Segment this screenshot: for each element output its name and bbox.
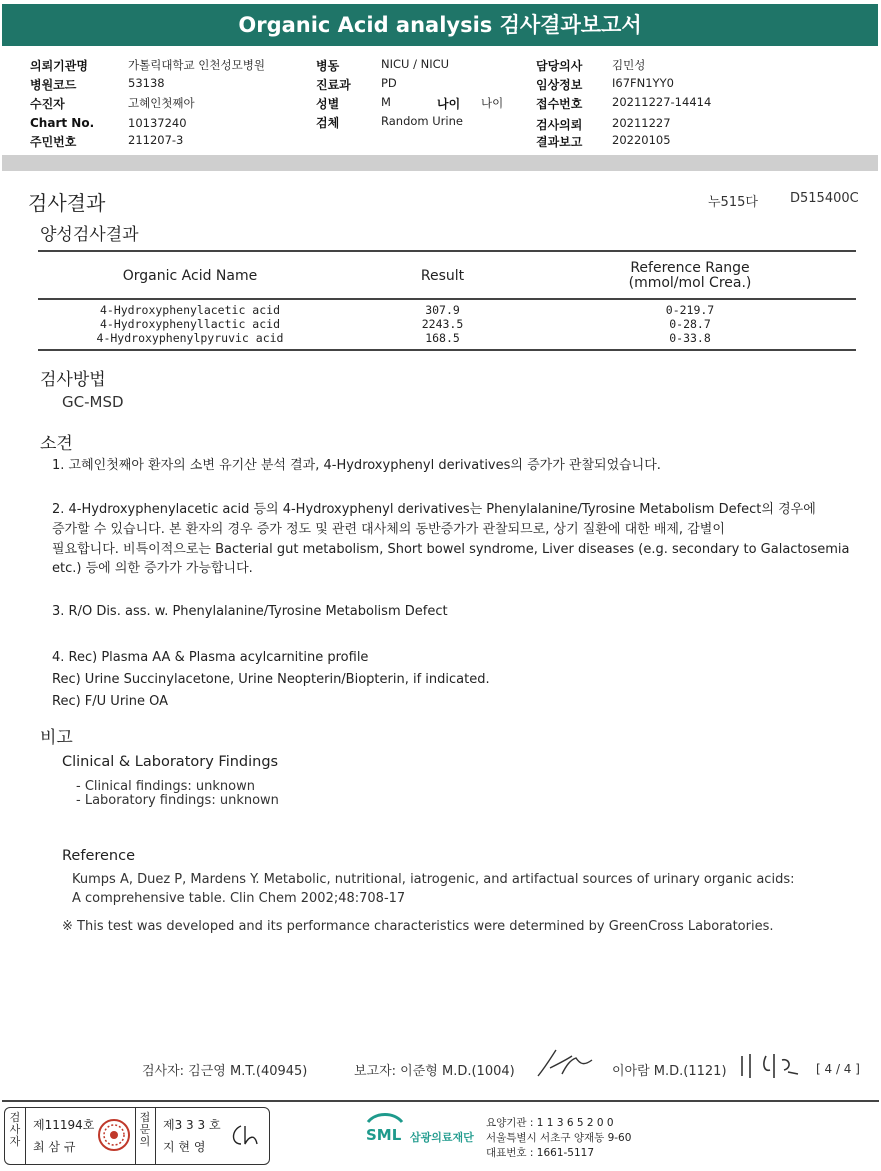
- value-hospital-code: 53138: [128, 76, 165, 90]
- footer-rule: [2, 1100, 879, 1102]
- value-sex: M: [381, 95, 391, 109]
- logo-text: SML: [366, 1126, 402, 1144]
- stamp-box: [4, 1107, 270, 1165]
- findings-heading: 소견: [40, 434, 73, 454]
- clinical-heading: Clinical & Laboratory Findings: [62, 754, 279, 770]
- finding-3: 3. R/O Dis. ass. w. Phenylalanine/Tyrosine Metabolism Defect: [52, 604, 448, 619]
- reference-heading: Reference: [62, 848, 136, 864]
- patient-info: [2, 50, 878, 154]
- stamp-divider: [25, 1108, 26, 1164]
- label-chart-no: Chart No.: [30, 116, 95, 130]
- stamp-name-1: 최 삼 규: [33, 1140, 76, 1154]
- finding-4: 4. Rec) Plasma AA & Plasma acylcarnitine profile: [52, 650, 369, 665]
- row-result: 2243.5: [421, 317, 464, 331]
- org-institution-code: 요양기관 : 1 1 3 6 5 2 0 0: [486, 1117, 614, 1129]
- col-header-name: Organic Acid Name: [122, 268, 258, 284]
- positive-result-heading: 양성검사결과: [40, 225, 139, 245]
- finding-5: Rec) Urine Succinylacetone, Urine Neopterin/Biopterin, if indicated.: [52, 672, 490, 687]
- header-separator: [2, 155, 878, 171]
- label-requesting-org: 의뢰기관명: [30, 59, 88, 73]
- value-department: PD: [381, 76, 397, 90]
- label-specimen: 검체: [316, 116, 340, 130]
- value-age: 나이: [481, 96, 504, 110]
- col-header-reference-line1: Reference Range: [630, 260, 750, 276]
- col-header-result: Result: [420, 268, 465, 284]
- row-name: 4-Hydroxyphenylacetic acid: [99, 303, 280, 317]
- stamp-name-2: 지 현 영: [163, 1140, 206, 1154]
- row-name: 4-Hydroxyphenyllactic acid: [99, 317, 280, 331]
- finding-2-line3: 필요합니다. 비특이적으로는 Bacterial gut metabolism, Short bowel syndrome, Liver diseases (e.g. secondary to Galactosemia: [52, 542, 850, 557]
- row-result: 307.9: [425, 303, 460, 317]
- second-reporter: 이아람 M.D.(1121): [612, 1064, 727, 1079]
- table-top-rule: [38, 250, 856, 252]
- stamp-license-2: 제3 3 3 호: [163, 1118, 221, 1132]
- value-patient: 고혜인첫째아: [128, 96, 195, 110]
- label-receipt-no: 접수번호: [536, 97, 583, 111]
- label-patient: 수진자: [30, 97, 65, 111]
- laboratory-line: - Laboratory findings: unknown: [76, 793, 279, 808]
- label-ward: 병동: [316, 59, 340, 73]
- label-department: 진료과: [316, 78, 351, 92]
- col-header-reference-line2: (mmol/mol Crea.): [628, 275, 752, 291]
- label-request-date: 검사의뢰: [536, 118, 583, 132]
- reference-line-2: A comprehensive table. Clin Chem 2002;48:708-17: [72, 891, 406, 906]
- lab-note: ※ This test was developed and its performance characteristics were determined by GreenCross Laboratories.: [62, 919, 774, 934]
- finding-2-line1: 2. 4-Hydroxyphenylacetic acid 등의 4-Hydroxyphenyl derivatives는 Phenylalanine/Tyrosine Metabolism Defect의 경우에: [52, 502, 816, 517]
- stamp-divider: [155, 1108, 156, 1164]
- table-bottom-rule: [38, 349, 856, 351]
- result-heading: 검사결과: [28, 191, 106, 215]
- report-title: Organic Acid analysis 검사결과보고서: [2, 4, 878, 46]
- table-header-rule: [38, 298, 856, 300]
- label-sex: 성별: [316, 97, 340, 111]
- page-number: [ 4 / 4 ]: [816, 1062, 860, 1076]
- clinical-line: - Clinical findings: unknown: [76, 779, 255, 794]
- org-phone: 대표번호 : 1661-5117: [486, 1147, 595, 1159]
- value-chart-no: 10137240: [128, 116, 187, 130]
- stamp-label-examiner: 검 사 자: [9, 1111, 21, 1148]
- code-insurance: 누515다: [708, 195, 758, 210]
- reporter-signature: [532, 1046, 598, 1082]
- value-specimen: Random Urine: [381, 114, 463, 128]
- stamp-signature: [227, 1122, 263, 1150]
- second-signature: [738, 1050, 804, 1082]
- label-report-date: 결과보고: [536, 135, 583, 149]
- reporter: 보고자: 이준형 M.D.(1004): [354, 1064, 515, 1079]
- label-hospital-code: 병원코드: [30, 78, 77, 92]
- value-resident-no: 211207-3: [128, 133, 184, 147]
- row-reference: 0-28.7: [669, 317, 711, 331]
- stamp-divider: [135, 1108, 136, 1164]
- method-heading: 검사방법: [40, 370, 106, 390]
- value-ward: NICU / NICU: [381, 57, 450, 71]
- examiner: 검사자: 김근영 M.T.(40945): [142, 1064, 308, 1079]
- row-name: 4-Hydroxyphenylpyruvic acid: [96, 331, 284, 345]
- stamp-license-1: 제11194호: [33, 1118, 95, 1132]
- finding-2-line4: etc.) 등에 의한 증가가 가능합니다.: [52, 561, 253, 576]
- finding-2-line2: 증가할 수 있습니다. 본 환자의 경우 증가 정도 및 관련 대사체의 동반증가가 관찰되므로, 상기 질환에 대한 배제, 감별이: [52, 522, 725, 537]
- label-resident-no: 주민번호: [30, 135, 77, 149]
- value-clinical-info: I67FN1YY0: [612, 76, 674, 90]
- value-request-date: 20211227: [612, 116, 671, 130]
- finding-1: 1. 고혜인첫째아 환자의 소변 유기산 분석 결과, 4-Hydroxyphenyl derivatives의 증가가 관찰되었습니다.: [52, 458, 661, 473]
- col-header-reference: [590, 261, 790, 291]
- row-reference: 0-33.8: [669, 331, 711, 345]
- value-requesting-org: 가톨릭대학교 인천성모병원: [128, 58, 265, 72]
- reference-line-1: Kumps A, Duez P, Mardens Y. Metabolic, nutritional, iatrogenic, and artifactual sources of urinary organic acids:: [72, 872, 795, 887]
- value-receipt-no: 20211227-14414: [612, 95, 712, 109]
- org-address: 서울특별시 서초구 양재동 9-60: [486, 1132, 632, 1144]
- org-name: 삼광의료재단: [410, 1131, 474, 1144]
- remarks-heading: 비고: [40, 728, 73, 748]
- seal-icon: [97, 1118, 131, 1152]
- row-result: 168.5: [425, 331, 460, 345]
- finding-6: Rec) F/U Urine OA: [52, 694, 169, 709]
- method-value: GC-MSD: [62, 393, 124, 411]
- code-test: D515400C: [790, 191, 859, 206]
- value-physician: 김민성: [612, 58, 646, 72]
- stamp-label-receipt: 접 문 의: [139, 1111, 151, 1148]
- row-reference: 0-219.7: [665, 303, 715, 317]
- label-clinical-info: 임상정보: [536, 78, 583, 92]
- value-report-date: 20220105: [612, 133, 671, 147]
- label-physician: 담당의사: [536, 59, 583, 73]
- label-age: 나이: [437, 97, 461, 111]
